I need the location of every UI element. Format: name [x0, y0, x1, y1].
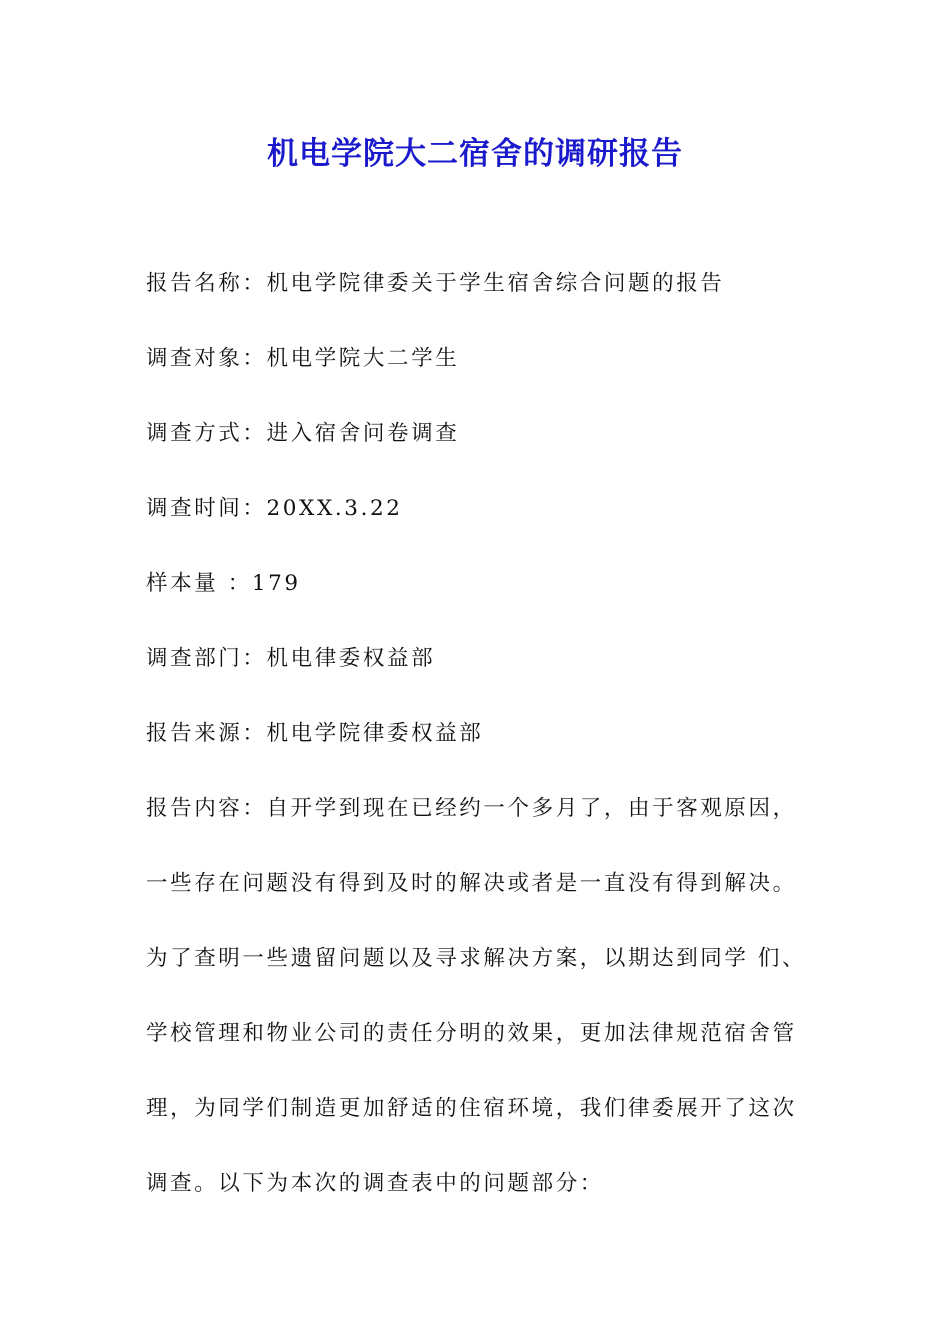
field-report-name: 报告名称：机电学院律委关于学生宿舍综合问题的报告 — [146, 271, 725, 296]
field-report-source: 报告来源：机电学院律委权益部 — [146, 721, 484, 746]
field-sample-size: 样本量 ：179 — [146, 571, 301, 596]
body-text-line: 为了查明一些遗留问题以及寻求解决方案，以期达到同学 们、 — [146, 946, 807, 971]
field-survey-date: 调查时间：20XX.3.22 — [146, 496, 403, 521]
body-text-line: 理，为同学们制造更加舒适的住宿环境，我们律委展开了这次 — [146, 1096, 797, 1121]
document-body — [146, 262, 826, 1237]
field-survey-target: 调查对象：机电学院大二学生 — [146, 346, 460, 371]
body-text-line: 报告内容：自开学到现在已经约一个多月了，由于客观原因， — [146, 796, 797, 821]
field-survey-department: 调查部门：机电律委权益部 — [146, 646, 436, 671]
page-title: 机电学院大二宿舍的调研报告 — [267, 136, 683, 172]
body-text-line: 调查。以下为本次的调查表中的问题部分： — [146, 1171, 604, 1196]
field-survey-method: 调查方式：进入宿舍问卷调查 — [146, 421, 460, 446]
body-text-line: 学校管理和物业公司的责任分明的效果，更加法律规范宿舍管 — [146, 1021, 797, 1046]
body-text-line: 一些存在问题没有得到及时的解决或者是一直没有得到解决。 — [146, 871, 797, 896]
